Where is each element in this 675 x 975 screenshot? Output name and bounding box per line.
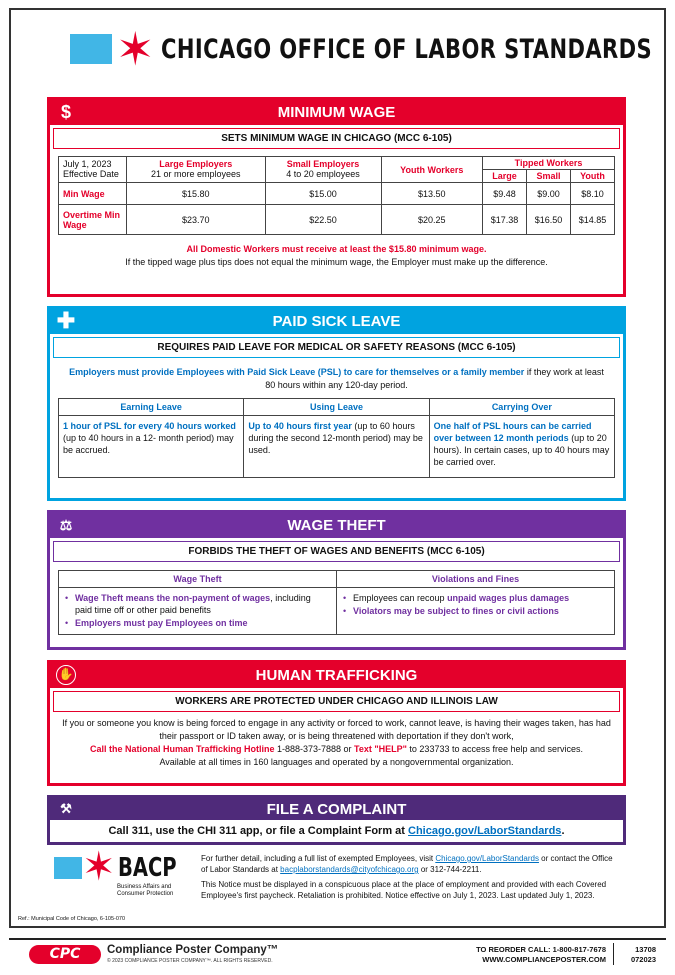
list-item xyxy=(343,592,608,604)
col-label: Large Employers xyxy=(159,159,233,169)
psl-intro-blue: Employers must provide Employees with Paid Sick Leave (PSL) to care for themselves or a family member xyxy=(69,367,525,377)
copyright: © 2023 COMPLIANCE POSTER COMPANY™. ALL RIGHTS RESERVED. xyxy=(107,958,273,964)
human-trafficking-body xyxy=(50,712,623,774)
reorder-phone: TO REORDER CALL: 1-800-817-7678 xyxy=(476,945,606,954)
wage-theft-title: WAGE THEFT xyxy=(287,517,386,534)
item-bold: Violators may be subject to fines or civil actions xyxy=(353,606,559,616)
chicago-star-icon: ✶ xyxy=(116,23,155,75)
cell-text: (up to 40 hours in a 12- month period) may be accrued. xyxy=(63,433,234,455)
domestic-workers-note: All Domestic Workers must receive at least the $15.80 minimum wage. xyxy=(186,244,487,254)
wage-theft-subtitle: FORBIDS THE THEFT OF WAGES AND BENEFITS (MCC 6-105) xyxy=(53,541,620,562)
date-sub: Effective Date xyxy=(63,169,119,179)
minimum-wage-subtitle: SETS MINIMUM WAGE IN CHICAGO (MCC 6-105) xyxy=(53,128,620,149)
psl-intro xyxy=(58,366,615,392)
dollar-icon: $ xyxy=(60,102,71,122)
tipped-workers-head: Tipped Workers xyxy=(483,157,615,170)
table-cell: $20.25 xyxy=(381,205,482,235)
table-row xyxy=(59,183,615,205)
bacp-sub2: Consumer Protection xyxy=(117,891,174,897)
complaint-instruction: Call 311, use the CHI 311 app, or file a Complaint Form at xyxy=(108,825,409,837)
item-bold: Wage Theft means the non-payment of wages xyxy=(75,593,271,603)
company-name: Compliance Poster Company™ xyxy=(107,944,279,956)
using-leave-cell xyxy=(244,416,429,478)
human-trafficking-title: HUMAN TRAFFICKING xyxy=(255,667,418,684)
hotline-number: 1-888-373-7888 or xyxy=(274,744,355,754)
labor-standards-link[interactable]: Chicago.gov/LaborStandards xyxy=(435,854,539,863)
hotline-line xyxy=(58,743,615,756)
text-help-label: Text "HELP" xyxy=(354,744,407,754)
chicago-star-icon: ✶ xyxy=(82,845,116,889)
cell-highlight: 1 hour of PSL for every 40 hours worked xyxy=(63,421,236,431)
tipped-youth-head: Youth xyxy=(571,170,615,183)
large-employers-head xyxy=(127,157,266,183)
small-employers-head xyxy=(265,157,381,183)
page-title: CHICAGO OFFICE OF LABOR STANDARDS xyxy=(160,33,652,65)
wage-theft-list xyxy=(65,592,330,629)
list-item xyxy=(343,605,608,617)
bacp-wordmark: BACP xyxy=(118,853,177,883)
text-help-rest: to 233733 to access free help and services. xyxy=(406,744,584,754)
labor-standards-link[interactable]: Chicago.gov/LaborStandards xyxy=(408,825,562,837)
trafficking-paragraph: If you or someone you know is being forced to engage in any activity or forced to work, cannot leave, is having their wages taken, has had their passport or ID taken away, or is being threatened with deportation if they don't work, xyxy=(62,718,611,741)
youth-workers-head: Youth Workers xyxy=(381,157,482,183)
email-link[interactable]: bacplaborstandards@cityofchicago.org xyxy=(280,865,419,874)
list-item xyxy=(65,617,330,629)
table-row xyxy=(59,205,615,235)
paid-sick-leave-table xyxy=(58,398,615,478)
plus-icon: ✚ xyxy=(56,308,76,333)
violations-list xyxy=(343,592,608,617)
human-trafficking-bar xyxy=(50,663,623,688)
minimum-wage-title: MINIMUM WAGE xyxy=(277,104,396,121)
row-label: Min Wage xyxy=(59,183,127,205)
tipped-note: If the tipped wage plus tips does not equal the minimum wage, the Employer must make up the difference. xyxy=(125,257,548,267)
table-cell: $15.80 xyxy=(127,183,266,205)
col-label: Small Employers xyxy=(286,159,360,169)
paid-sick-leave-title: PAID SICK LEAVE xyxy=(272,313,401,330)
carrying-over-head: Carrying Over xyxy=(429,399,614,416)
footer-divider xyxy=(613,943,615,965)
file-complaint-section xyxy=(47,795,626,845)
wage-theft-table xyxy=(58,570,615,635)
human-trafficking-section xyxy=(47,660,626,786)
bacp-info xyxy=(201,853,613,901)
wage-theft-col-head: Wage Theft xyxy=(59,571,337,588)
table-cell: $9.48 xyxy=(483,183,527,205)
cell-text: (up to 20 hours). In certain cases, up to 40 hours may be carried over. xyxy=(433,433,610,467)
website: WWW.COMPLIANCEPOSTER.COM xyxy=(482,955,606,964)
trafficking-availability: Available at all times in 160 languages and operated by a nongovernmental organization. xyxy=(159,757,514,767)
footer xyxy=(9,938,666,968)
psl-intro-rest: if they work at least 80 hours within any 120-day period. xyxy=(265,367,604,390)
item-text: Employees can recoup xyxy=(353,593,448,603)
poster-header xyxy=(70,24,675,74)
cell-text: (up to 60 hours during the second 12-month period) may be used. xyxy=(248,421,423,455)
table-cell: $9.00 xyxy=(527,183,571,205)
tipped-large-head: Large xyxy=(483,170,527,183)
file-complaint-title: FILE A COMPLAINT xyxy=(266,800,407,818)
table-cell: $13.50 xyxy=(381,183,482,205)
contact-text: or contact the Office of Labor Standards at xyxy=(201,854,613,874)
wage-theft-bar xyxy=(50,513,623,538)
table-cell: $15.00 xyxy=(265,183,381,205)
complaint-period: . xyxy=(561,825,565,837)
cpc-logo: CPC xyxy=(29,945,101,964)
table-cell: $22.50 xyxy=(265,205,381,235)
paid-sick-leave-body xyxy=(50,358,623,482)
minimum-wage-bar xyxy=(50,100,623,125)
col-sub: 4 to 20 employees xyxy=(286,169,360,179)
item-bold: unpaid wages plus damages xyxy=(447,593,570,603)
tools-icon: ⚒ xyxy=(60,801,72,816)
violations-col-head: Violations and Fines xyxy=(337,571,615,588)
tipped-small-head: Small xyxy=(527,170,571,183)
flag-blue-square xyxy=(54,857,82,879)
table-cell: $8.10 xyxy=(571,183,615,205)
stop-hand-icon: ✋ xyxy=(56,665,76,685)
using-leave-head: Using Leave xyxy=(244,399,429,416)
display-notice: This Notice must be displayed in a conspicuous place at the place of employment and provided with each Covered Employee's first paycheck. Retaliation is prohibited. Notice effective on July 1, 2023. Last updated July 1, 2023. xyxy=(201,880,607,900)
file-complaint-bar xyxy=(50,798,623,820)
table-cell: $14.85 xyxy=(571,205,615,235)
table-cell: $16.50 xyxy=(527,205,571,235)
row-label: Overtime Min Wage xyxy=(59,205,127,235)
contact-text: For further detail, including a full list of exempted Employees, visit xyxy=(201,854,436,863)
cell-highlight: One half of PSL hours can be carried over between 12 month periods xyxy=(433,421,592,443)
wage-theft-body xyxy=(50,562,623,639)
scale-icon: ⚖ xyxy=(59,517,73,533)
wage-theft-section xyxy=(47,510,626,650)
violations-cell xyxy=(337,588,615,635)
earning-leave-cell xyxy=(59,416,244,478)
bacp-contact xyxy=(201,853,613,875)
bacp-logo xyxy=(54,845,194,903)
date-label: July 1, 2023 xyxy=(63,159,112,169)
cell-highlight: Up to 40 hours first year xyxy=(248,421,352,431)
paid-sick-leave-subtitle: REQUIRES PAID LEAVE FOR MEDICAL OR SAFETY REASONS (MCC 6-105) xyxy=(53,337,620,358)
list-item xyxy=(65,592,330,616)
item-text: , including paid time off or other paid benefits xyxy=(75,593,311,615)
date-cell xyxy=(59,157,127,183)
earning-leave-head: Earning Leave xyxy=(59,399,244,416)
min-wage-notes xyxy=(58,243,615,269)
reference-note: Ref.: Municipal Code of Chicago, 6-105-070 xyxy=(18,916,126,922)
contact-text: or 312-744-2211. xyxy=(418,865,482,874)
revision-code: 072023 xyxy=(630,955,656,964)
hotline-label: Call the National Human Trafficking Hotline xyxy=(89,744,275,754)
paid-sick-leave-bar xyxy=(50,309,623,334)
table-cell: $17.38 xyxy=(483,205,527,235)
minimum-wage-table xyxy=(58,156,615,235)
poster-code: 13708 xyxy=(635,945,656,954)
wage-theft-cell xyxy=(59,588,337,635)
minimum-wage-section xyxy=(47,97,626,297)
minimum-wage-body xyxy=(50,149,623,273)
carrying-over-cell xyxy=(429,416,614,478)
item-bold: Employers must pay Employees on time xyxy=(75,618,248,628)
table-cell: $23.70 xyxy=(127,205,266,235)
flag-blue-square xyxy=(70,34,112,64)
bacp-sub1: Business Affairs and xyxy=(117,884,172,890)
paid-sick-leave-section xyxy=(47,306,626,501)
col-sub: 21 or more employees xyxy=(150,169,241,179)
human-trafficking-subtitle: WORKERS ARE PROTECTED UNDER CHICAGO AND ILLINOIS LAW xyxy=(53,691,620,712)
complaint-text xyxy=(50,820,623,837)
